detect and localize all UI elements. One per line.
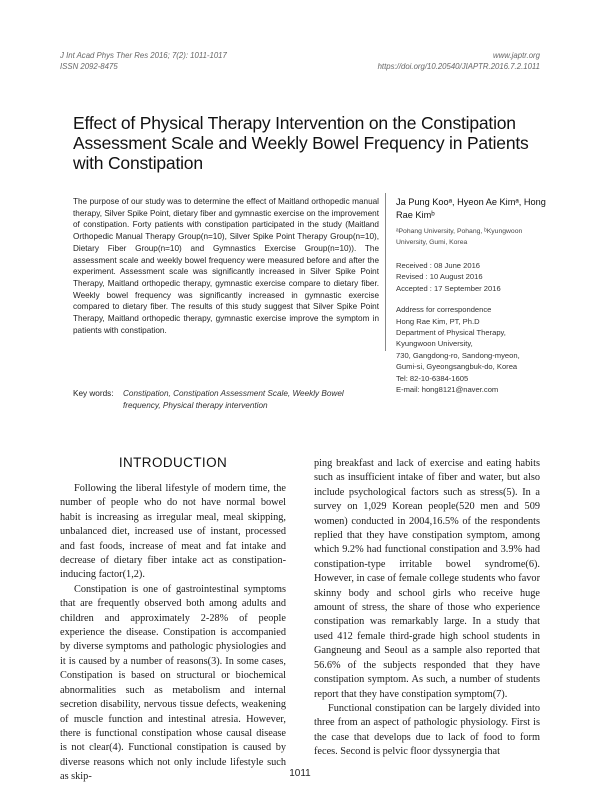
column-divider (385, 193, 386, 351)
body-column-right (314, 457, 540, 760)
paragraph: ping breakfast and lack of exercise and eating habits such as insufficient intake of fiber and water, but also include psychological factors such as stress(5). In a survey on 1,029 Korean people(520 men and 509 women) conducted in 2004,16.5% of the respondents replied that they have constipation symptom, among which 9.2% had functional constipation and 3.9% had constipation-type irritable bowel syndrome(6). However, in case of female college students who favor skinny body and school girls who receive huge amount of stress, the share of those who experience constipation was remarkably large. In a study that used 412 female third-grade high school students in Gangneung and Seoul as a sample also reported that 56.6% of the subjects responded that they have constipation symptom. As such, a number of students report that they have constipation symptom(7). (314, 458, 540, 700)
body-column-left (60, 482, 286, 785)
correspondence-street: 730, Gangdong-ro, Sandong-myeon, (396, 350, 520, 360)
abstract: The purpose of our study was to determine the effect of Maitland orthopedic manual therapy, Silver Spike Point, dietary fiber and gymnastic exercise on the improvement of constipation. Forty patients with constipation participated in the study (Maitland Orthopedic Manual Therapy Group(n=10), Silver Spike Point Therapy Group(n=10), Dietary Fiber Group(n=10) and Gymnastics Exercise Group(n=10)). The assessment scale and weekly bowel frequency were measured before and after the experiment. Assessment scale was significantly increased in Silver Spike Point Therapy, Maitland orthopedic therapy, gymnastic exercise compare to dietary fiber. Weekly bowel frequency was significantly increased in gymnastic exercise compared to dietary fiber. The results of this study suggest that Silver Spike Point Therapy, Maitland orthopedic therapy, gymnastic exercise improve the symptom in patients with constipation. (73, 197, 379, 335)
correspondence-name: Hong Rae Kim, PT, Ph.D (396, 316, 480, 326)
paper-title: Effect of Physical Therapy Intervention on the Constipation Assessment Scale and Weekly Bowel Frequency in Patients with Constipation (73, 113, 529, 173)
paragraph: Following the liberal lifestyle of modern time, the number of people who do not have normal bowel habit is increasing as irregular meal, meal skipping, unbalanced diet, increased use of instant, processed and fast foods, increase of meat and fat intake and decrease of dietary fiber intake act as constipation-inducing factor(1,2). (60, 483, 286, 581)
correspondence (396, 304, 546, 395)
doi-header (378, 50, 540, 72)
divider (60, 186, 540, 187)
correspondence-univ: Kyungwoon University, (396, 339, 473, 349)
correspondence-email[interactable]: E-mail: hong8121@naver.com (396, 385, 499, 395)
page-number: 1011 (289, 768, 311, 779)
paragraph: Constipation is one of gastrointestinal symptoms that are frequently observed both among adults and children and approximately 2-28% of people experience the disease. Constipation is accompanied by diverse symptoms and pathologic physiologies and it is caused by a number of reasons(3). In some cases, Constipation is based on structural or biochemical abnormalities such as metabolism and internal secretion disability, nervous tissue defects, weakening of muscle function and intestinal atresia. However, there is functional constipation whose causal disease is not clear(4). Functional constipation is caused by diverse reasons which not only include lifestyle such as skip- (60, 583, 286, 783)
author-affiliation: ᵃPohang University, Pohang, ᵇKyungwoon University, Gumi, Korea (396, 228, 523, 246)
correspondence-tel: Tel: 82-10-6384-1605 (396, 373, 469, 383)
issn: ISSN 2092-8475 (60, 62, 118, 71)
received-date: Received : 08 June 2016 (396, 261, 481, 270)
paragraph: Functional constipation can be largely divided into three from an aspect of pathologic physiology. First is the case that develops due to lack of food to form feces. Second is pelvic floor dyssynergia that (314, 702, 540, 758)
journal-citation: J Int Acad Phys Ther Res 2016; 7(2): 1011-1017 (60, 51, 227, 60)
correspondence-dept: Department of Physical Therapy, (396, 328, 506, 338)
author-sidebar (396, 196, 546, 395)
keywords (73, 388, 373, 411)
accepted-date: Accepted : 17 September 2016 (396, 283, 501, 293)
keywords-text: Constipation, Constipation Assessment Scale, Weekly Bowel frequency, Physical therapy intervention (123, 389, 344, 410)
correspondence-heading: Address for correspondence (396, 305, 492, 315)
author-names: Ja Pung Kooᵃ, Hyeon Ae Kimᵃ, Hong Rae Kimᵇ (396, 197, 546, 220)
journal-header (60, 50, 227, 72)
keywords-label: Key words: (73, 389, 114, 398)
section-heading: INTRODUCTION (118, 455, 228, 470)
doi-link[interactable]: https://doi.org/10.20540/JIAPTR.2016.7.2.1011 (377, 62, 540, 71)
correspondence-city: Gumi-si, Gyeongsangbuk-do, Korea (396, 362, 518, 372)
revised-date: Revised : 10 August 2016 (396, 272, 483, 282)
journal-url[interactable]: www.japtr.org (493, 51, 540, 60)
article-dates (396, 260, 546, 294)
